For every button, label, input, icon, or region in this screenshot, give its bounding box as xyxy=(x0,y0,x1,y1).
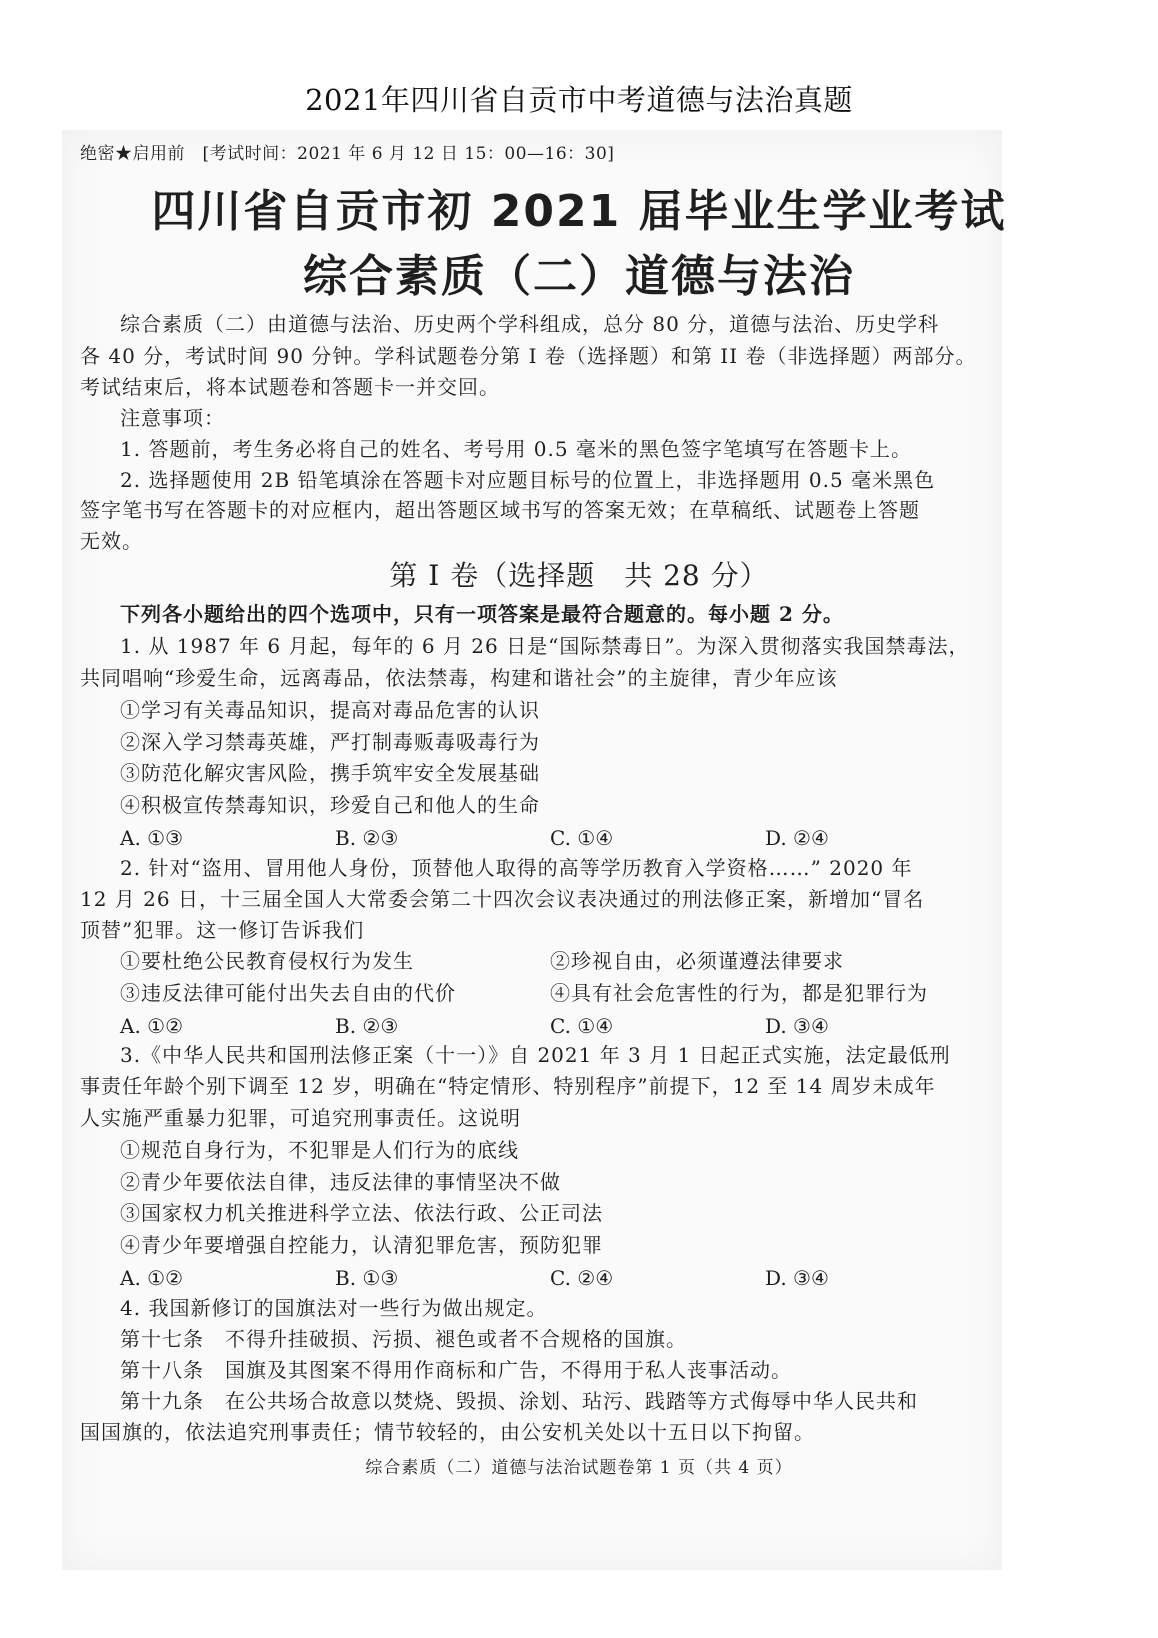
section-instruction: 下列各小题给出的四个选项中，只有一项答案是最符合题意的。每小题 2 分。 xyxy=(120,602,844,626)
q4-article-18: 第十八条 国旗及其图案不得用作商标和广告，不得用于私人丧事活动。 xyxy=(120,1358,792,1382)
intro-line-3: 考试结束后，将本试题卷和答题卡一并交回。 xyxy=(80,375,500,399)
q2-statement-2: ②珍视自由，必须谨遵法律要求 xyxy=(550,949,844,973)
q2-stem-line-3: 顶替”犯罪。这一修订告诉我们 xyxy=(80,918,365,942)
q1-statement-1: ①学习有关毒品知识，提高对毒品危害的认识 xyxy=(120,698,540,722)
q1-statement-4: ④积极宣传禁毒知识，珍爱自己和他人的生命 xyxy=(120,793,540,817)
q1-option-c: C. ①④ xyxy=(550,826,614,850)
document-title: 2021年四川省自贡市中考道德与法治真题 xyxy=(305,83,853,117)
notice-heading: 注意事项： xyxy=(120,406,225,430)
section-title: 第 I 卷（选择题 共 28 分） xyxy=(389,559,769,592)
q2-option-a: A. ①② xyxy=(120,1014,184,1038)
q2-stem-line-2: 12 月 26 日，十三届全国人大常委会第二十四次会议表决通过的刑法修正案，新增加“冒名 xyxy=(80,887,925,911)
q3-statement-1: ①规范自身行为，不犯罪是人们行为的底线 xyxy=(120,1138,519,1162)
q1-option-b: B. ②③ xyxy=(335,826,399,850)
q3-statement-2: ②青少年要依法自律，违反法律的事情坚决不做 xyxy=(120,1170,561,1194)
q1-option-a: A. ①③ xyxy=(120,826,184,850)
q3-stem-line-2: 事责任年龄个别下调至 12 岁，明确在“特定情形、特别程序”前提下，12 至 14 周岁未成年 xyxy=(80,1074,936,1098)
q3-statement-3: ③国家权力机关推进科学立法、依法行政、公正司法 xyxy=(120,1201,603,1225)
notice-item-2-line-3: 无效。 xyxy=(80,529,143,553)
q2-option-b: B. ②③ xyxy=(335,1014,399,1038)
q2-option-d: D. ③④ xyxy=(765,1014,829,1038)
q2-statement-1: ①要杜绝公民教育侵权行为发生 xyxy=(120,949,414,973)
intro-line-1: 综合素质（二）由道德与法治、历史两个学科组成，总分 80 分，道德与法治、历史学科 xyxy=(120,312,940,336)
q1-statement-3: ③防范化解灾害风险，携手筑牢安全发展基础 xyxy=(120,761,540,785)
exam-title: 四川省自贡市初 2021 届毕业生学业考试 xyxy=(151,186,1007,237)
q3-option-d: D. ③④ xyxy=(765,1266,829,1290)
q4-article-19-line-2: 国国旗的，依法追究刑事责任；情节较轻的，由公安机关处以十五日以下拘留。 xyxy=(80,1420,815,1444)
page-footer: 综合素质（二）道德与法治试题卷第 1 页（共 4 页） xyxy=(365,1458,793,1478)
q4-stem: 4. 我国新修订的国旗法对一些行为做出规定。 xyxy=(120,1296,548,1320)
q3-option-c: C. ②④ xyxy=(550,1266,614,1290)
q3-statement-4: ④青少年要增强自控能力，认清犯罪危害，预防犯罪 xyxy=(120,1233,603,1257)
notice-item-1: 1. 答题前，考生务必将自己的姓名、考号用 0.5 毫米的黑色签字笔填写在答题卡上。 xyxy=(120,437,912,461)
intro-line-2: 各 40 分，考试时间 90 分钟。学科试题卷分第 I 卷（选择题）和第 II 卷（非选择题）两部分。 xyxy=(80,344,977,368)
q3-option-a: A. ①② xyxy=(120,1266,184,1290)
notice-item-2-line-2: 签字笔书写在答题卡的对应框内，超出答题区域书写的答案无效；在草稿纸、试题卷上答题 xyxy=(80,498,920,522)
q2-statement-4: ④具有社会危害性的行为，都是犯罪行为 xyxy=(550,981,928,1005)
q3-stem-line-3: 人实施严重暴力犯罪，可追究刑事责任。这说明 xyxy=(80,1106,521,1130)
q4-article-19-line-1: 第十九条 在公共场合故意以焚烧、毁损、涂划、玷污、践踏等方式侮辱中华人民共和 xyxy=(120,1389,918,1413)
q1-option-d: D. ②④ xyxy=(765,826,829,850)
q3-option-b: B. ①③ xyxy=(335,1266,399,1290)
exam-subtitle: 综合素质（二）道德与法治 xyxy=(303,251,855,302)
confidential-line: 绝密★启用前 [考试时间：2021 年 6 月 12 日 15：00—16：30] xyxy=(80,144,615,164)
q2-stem-line-1: 2. 针对“盗用、冒用他人身份，顶替他人取得的高等学历教育入学资格……” 2020 年 xyxy=(120,856,913,880)
q1-statement-2: ②深入学习禁毒英雄，严打制毒贩毒吸毒行为 xyxy=(120,730,540,754)
q1-stem-line-2: 共同唱响“珍爱生命，远离毒品，依法禁毒，构建和谐社会”的主旋律，青少年应该 xyxy=(80,666,838,690)
notice-item-2-line-1: 2. 选择题使用 2B 铅笔填涂在答题卡对应题目标号的位置上，非选择题用 0.5 毫米黑色 xyxy=(120,468,936,492)
q2-statement-3: ③违反法律可能付出失去自由的代价 xyxy=(120,981,456,1005)
q4-article-17: 第十七条 不得升挂破损、污损、褪色或者不合规格的国旗。 xyxy=(120,1327,687,1351)
q2-option-c: C. ①④ xyxy=(550,1014,614,1038)
q3-stem-line-1: 3.《中华人民共和国刑法修正案（十一）》自 2021 年 3 月 1 日起正式实施，法定最低刑 xyxy=(120,1043,951,1067)
q1-stem-line-1: 1. 从 1987 年 6 月起，每年的 6 月 26 日是“国际禁毒日”。为深入贯彻落实我国禁毒法， xyxy=(120,634,970,658)
